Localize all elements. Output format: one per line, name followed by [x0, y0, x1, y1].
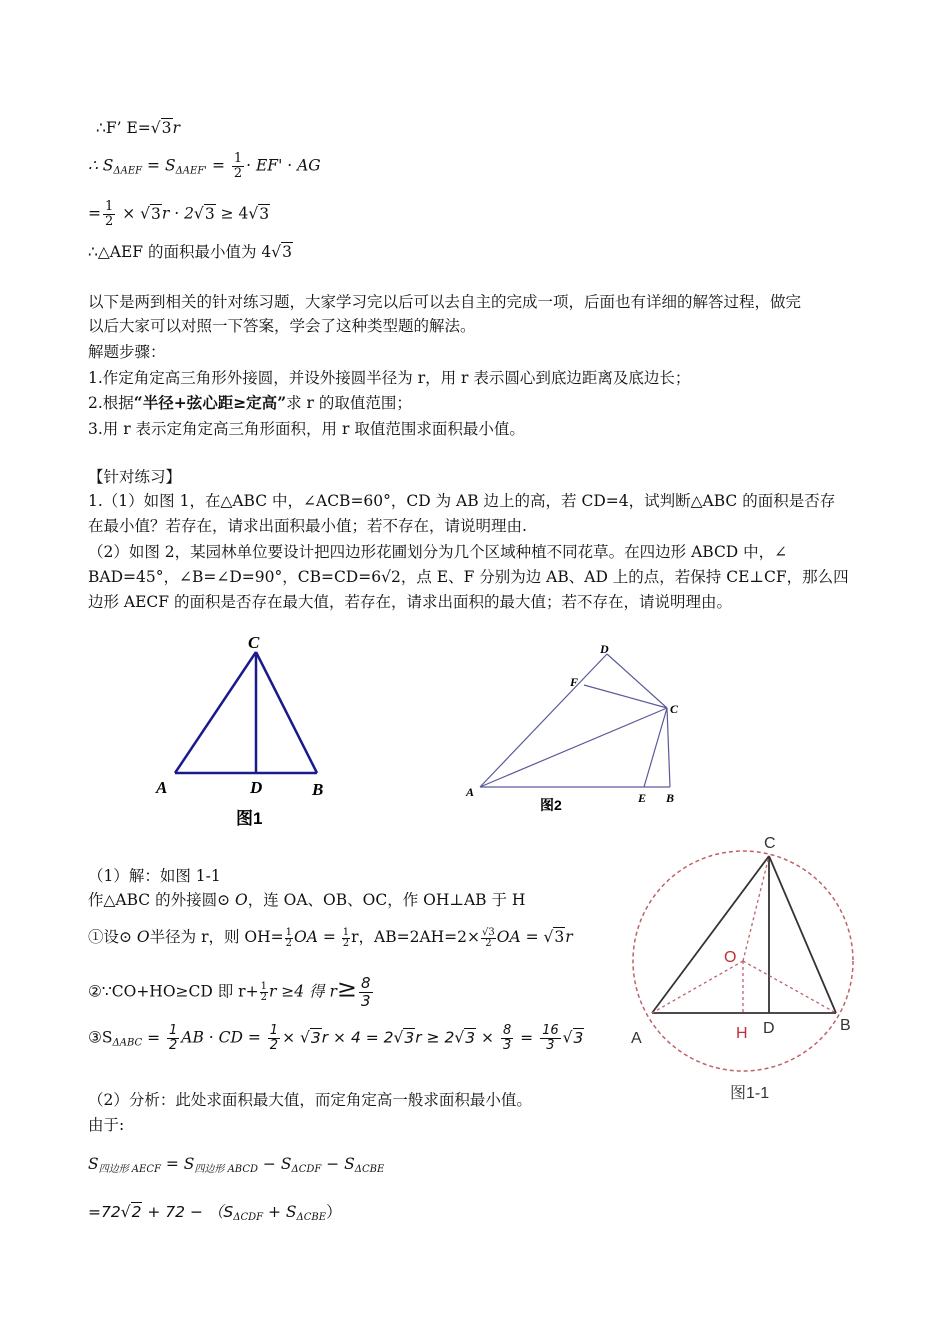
- fig11-label-a: A: [631, 1030, 642, 1047]
- fig11-side-bc: [769, 856, 836, 1013]
- fig2-label-b: B: [666, 791, 675, 805]
- question-1-line2: 在最小值？若存在，请求出面积最小值；若不存在，请说明理由.: [88, 517, 527, 535]
- fig11-segment-oc: [743, 856, 769, 961]
- fig2-segment-ce: [644, 708, 667, 787]
- step-3: 3.用 r 表示定角定高三角形面积，用 r 取值范围求面积最小值。: [88, 420, 525, 438]
- intro-paragraph-line2: 以后大家可以对照一下答案，学会了这种类型题的解法。: [88, 317, 476, 335]
- fig2-label-f: F: [570, 675, 579, 689]
- solution-2-since: 由于:: [88, 1116, 125, 1134]
- fig1-caption: 图1: [236, 809, 263, 828]
- math-line-area-equal: ∴ $S_{\Delta AEF} = S_{\Delta AEF'}$ = $\frac{1}{2}$ · EF' · AG: [88, 151, 321, 181]
- math-line-area-value: = $\frac{1}{2}$ × √3r · 2√3 ≥ 4√3: [88, 199, 270, 229]
- fig11-label-d: D: [763, 1020, 775, 1037]
- figure-1-1: [620, 830, 890, 1110]
- fig11-label-b: B: [840, 1017, 851, 1034]
- fig2-label-d: D: [600, 642, 609, 656]
- fig11-caption: 图1-1: [730, 1085, 770, 1102]
- fig2-caption: 图2: [540, 797, 562, 813]
- fig11-label-h: H: [736, 1025, 748, 1042]
- fig2-side-da: [480, 654, 607, 787]
- solution-1-construct: 作△ABC 的外接圆⊙ O，连 OA、OB、OC，作 OH⊥AB 于 H: [88, 891, 526, 909]
- solution-1-intro: （1）解：如图 1-1: [88, 867, 221, 885]
- step-2: 2.根据“半径+弦心距≥定高”求 r 的取值范围；: [88, 393, 412, 412]
- fig11-label-o: O: [724, 949, 737, 966]
- solution-1-step2: ②∵CO+HO≥CD 即 r+ $\frac{1}{2}$ r ≥4 得 r≥ $\frac{8}{3}$: [88, 974, 371, 1010]
- figure-2: [460, 638, 700, 818]
- fig1-side-ac: [175, 652, 256, 773]
- fig1-label-b: B: [312, 780, 324, 799]
- solution-2-area-formula: $S_{四边形 AECF} = S_{四边形 ABCD} - S_{\Delta CDF} - S_{\Delta CBE}$: [88, 1155, 385, 1175]
- figure-1: [150, 630, 350, 830]
- fig1-label-c: C: [248, 633, 260, 652]
- math-line-min-area: ∴△AEF 的面积最小值为 4√3: [88, 243, 293, 261]
- fig2-side-bc: [667, 708, 670, 787]
- question-1-line1: 1.（1）如图 1，在△ABC 中，∠ACB=60°，CD 为 AB 边上的高，若 CD=4，试判断△ABC 的面积是否存: [88, 492, 836, 510]
- question-2-line1: （2）如图 2，某园林单位要设计把四边形花圃划分为几个区域种植不同花草。在四边形 ABCD 中，∠: [88, 543, 788, 561]
- solution-2-area-value: $=72√2 + 72 - (S_{\Delta CDF} + S_{\Delta CBE})$: [88, 1203, 342, 1223]
- question-2-line2: BAD=45°，∠B=∠D=90°，CB=CD=6√2，点 E、F 分别为边 AB、AD 上的点，若保持 CE⊥CF，那么四: [88, 568, 849, 586]
- fig11-segment-ob: [743, 961, 836, 1013]
- steps-title: 解题步骤：: [88, 343, 166, 361]
- fig2-segment-ac: [480, 708, 667, 787]
- question-2-line3: 边形 AECF 的面积是否存在最大值，若存在，请求出面积的最大值；若不存在，请说明理由。: [88, 593, 732, 611]
- fig11-segment-oa: [652, 961, 743, 1013]
- solution-1-step3: $③S_{\Delta ABC}$ = $\frac{1}{2}$ AB · CD = $\frac{1}{2}$ × √3r × 4 = 2√3r ≥ 2√3 × $\frac{8}{3}$ = $\frac{16}{3}$ √3: [88, 1023, 584, 1053]
- math-line-fe: ∴F’ E=√3r: [96, 119, 180, 137]
- fig11-label-c: C: [764, 835, 776, 852]
- fig2-label-c: C: [670, 702, 679, 716]
- fig1-label-a: A: [156, 778, 168, 797]
- fig2-label-a: A: [466, 785, 475, 799]
- solution-1-step1: ①设⊙ O半径为 r，则 OH= $\frac{1}{2}$ OA = $\frac{1}{2}$ r，AB=2AH=2× $\frac{√3}{2}$ OA = √3r: [88, 926, 573, 949]
- fig1-side-bc: [256, 652, 317, 773]
- fig1-label-d: D: [250, 778, 263, 797]
- practice-title: 【针对练习】: [88, 468, 182, 486]
- intro-paragraph-line1: 以下是两到相关的针对练习题，大家学习完以后可以去自主的完成一项，后面也有详细的解答过程，做完: [88, 293, 802, 311]
- solution-2-analysis: （2）分析：此处求面积最大值，而定角定高一般求面积最小值。: [88, 1091, 532, 1109]
- step-1: 1.作定角定高三角形外接圆，并设外接圆半径为 r，用 r 表示圆心到底边距离及底边长；: [88, 369, 691, 387]
- fig2-label-e: E: [638, 791, 647, 805]
